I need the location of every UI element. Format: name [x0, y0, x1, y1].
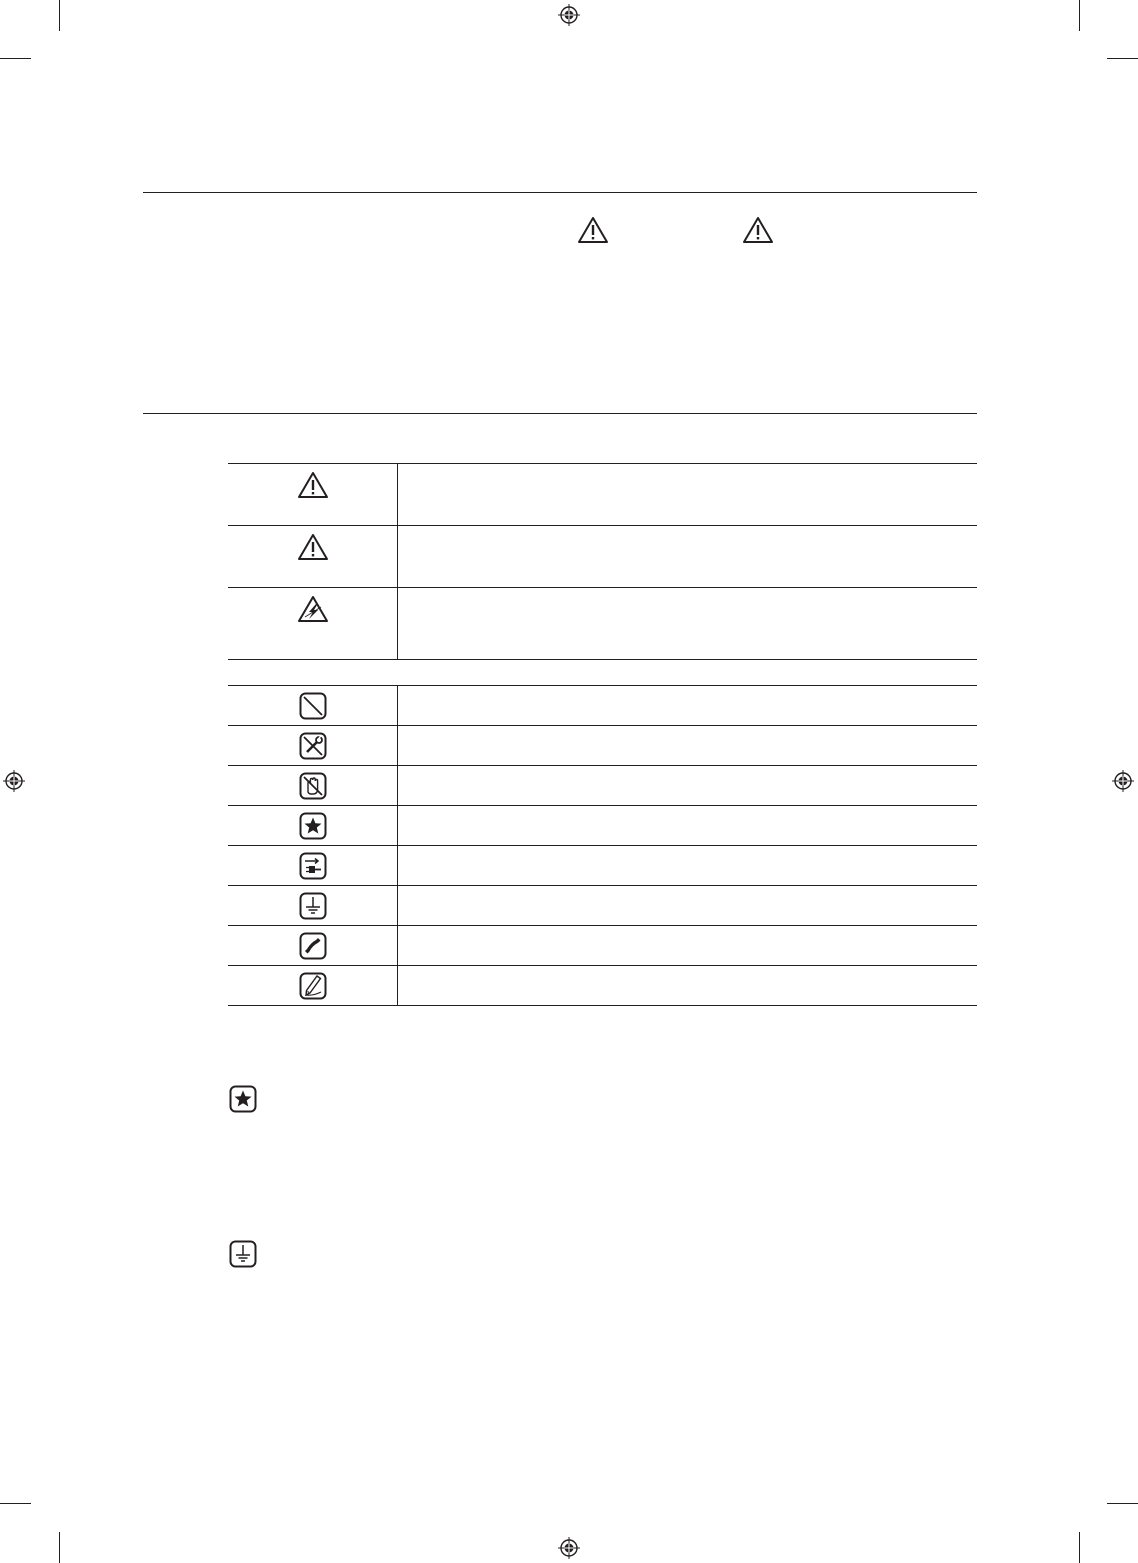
icon-cell [228, 806, 398, 845]
electric-shock-icon [297, 595, 329, 623]
do-not-touch-row [228, 766, 977, 806]
follow-directions-row [228, 806, 977, 846]
icon-cell [228, 526, 398, 587]
description-cell [398, 806, 977, 845]
description-cell [398, 766, 977, 805]
crop-mark [1107, 58, 1138, 59]
warning-row [228, 463, 977, 526]
icon-cell [228, 886, 398, 925]
description-cell [398, 966, 977, 1005]
do-not-disassemble-icon [299, 732, 327, 760]
registration-mark-icon [558, 4, 580, 26]
electric-shock-row [228, 588, 977, 660]
prohibited-row [228, 686, 977, 726]
caution-row [228, 526, 977, 588]
do-not-disassemble-row [228, 726, 977, 766]
unplug-icon [299, 852, 327, 880]
crop-mark [59, 0, 60, 31]
description-cell [398, 926, 977, 965]
phone-icon [299, 932, 327, 960]
crop-mark [59, 1532, 60, 1563]
warning-triangle-icon [577, 216, 609, 244]
registration-mark-icon [558, 1537, 580, 1559]
caution-triangle-icon [297, 533, 329, 561]
unplug-row [228, 846, 977, 886]
caution-triangle-icon [742, 216, 774, 244]
description-cell [398, 686, 977, 725]
crop-mark [0, 1503, 31, 1504]
section-rule-top [143, 192, 977, 193]
description-cell [398, 464, 977, 525]
warning-triangle-icon [297, 471, 329, 499]
description-cell [398, 886, 977, 925]
icon-cell [228, 726, 398, 765]
prohibited-icon [299, 692, 327, 720]
icon-cell [228, 966, 398, 1005]
follow-directions-star-icon [299, 812, 327, 840]
icon-cell [228, 588, 398, 659]
icon-cell [228, 686, 398, 725]
note-row [228, 966, 977, 1006]
description-cell [398, 526, 977, 587]
do-not-touch-icon [299, 772, 327, 800]
crop-mark [1079, 1532, 1080, 1563]
earth-ground-row [228, 886, 977, 926]
description-cell [398, 588, 977, 659]
icon-cell [228, 926, 398, 965]
contact-service-row [228, 926, 977, 966]
follow-directions-star-icon [229, 1085, 257, 1113]
icon-cell [228, 846, 398, 885]
description-cell [398, 846, 977, 885]
icon-cell [228, 766, 398, 805]
crop-mark [1107, 1503, 1138, 1504]
section-rule-bottom [143, 413, 977, 414]
table-divider [228, 660, 977, 686]
registration-mark-icon [1112, 770, 1134, 792]
crop-mark [1079, 0, 1080, 31]
description-cell [398, 726, 977, 765]
icon-cell [228, 464, 398, 525]
crop-mark [0, 58, 31, 59]
earth-ground-icon [229, 1240, 257, 1268]
registration-mark-icon [3, 770, 25, 792]
symbol-table [228, 463, 977, 1006]
earth-ground-icon [299, 892, 327, 920]
note-pencil-icon [299, 972, 327, 1000]
